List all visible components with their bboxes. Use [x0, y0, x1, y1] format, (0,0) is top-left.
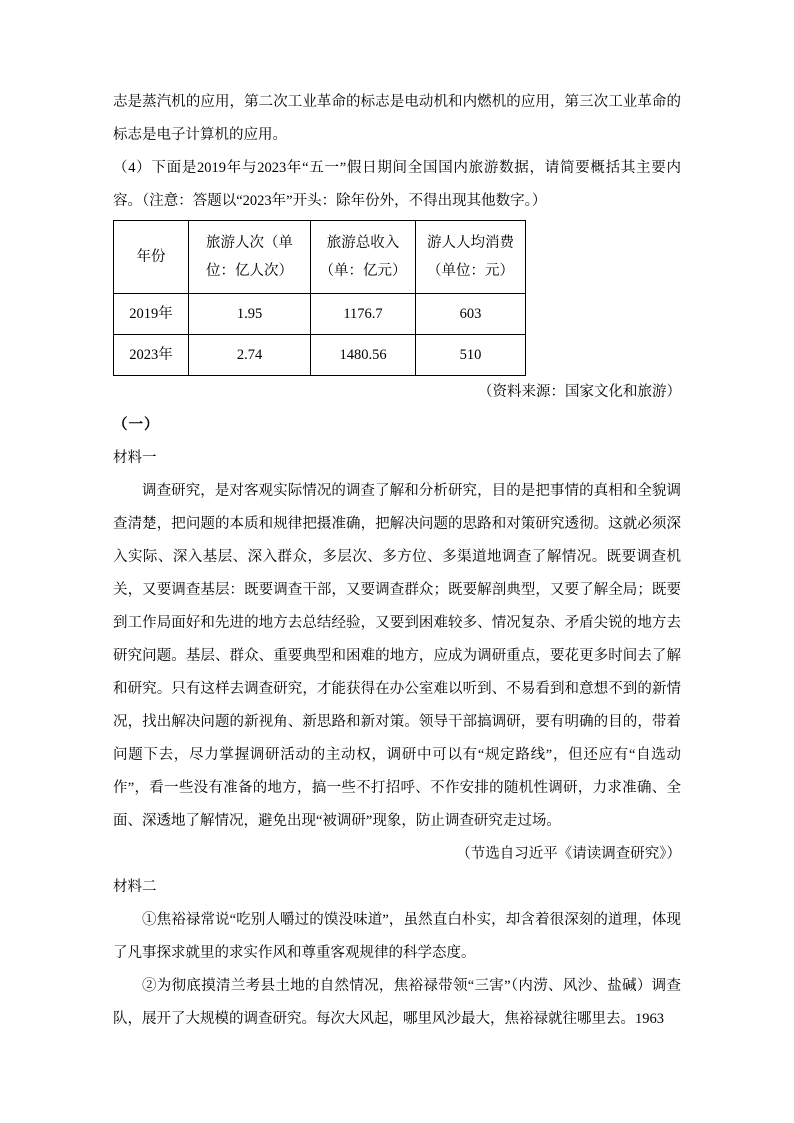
table-header-revenue: 旅游总收入（单：亿元） [311, 221, 416, 294]
material-one-paragraph: 调查研究，是对客观实际情况的调查了解和分析研究，目的是把事情的真相和全貌调查清楚，把问题的本质和规律把摄准确，把解决问题的思路和对策研究透彻。这就必须深入实际、深入基层、深入群众，多层次、多方位、多渠道地调查了解情况。既要调查机关，又要调查基层：既要调查干部，又要调查群众；既要解剖典型，又要了解全局；既要到工作局面好和先进的地方去总结经验，又要到困难较多、情况复杂、矛盾尖锐的地方去研究问题。基层、群众、重要典型和困难的地方，应成为调研重点，要花更多时间去了解和研究。只有这样去调查研究，才能获得在办公室难以听到、不易看到和意想不到的新情况，找出解决问题的新视角、新思路和新对策。领导干部搞调研，要有明确的目的，带着问题下去，尽力掌握调研活动的主动权，调研中可以有“规定路线”，但还应有“自选动作”，看一些没有准备的地方，搞一些不打招呼、不作安排的随机性调研，力求准确、全面、深透地了解情况，避免出现“被调研”现象，防止调查研究走过场。 [113, 483, 681, 829]
material-two-label: 材料二 [113, 879, 157, 895]
table-cell-visits: 2.74 [189, 335, 311, 376]
section-one-marker: （一） [113, 417, 160, 433]
material-two-paragraph-2: ②为彻底摸清兰考县土地的自然情况，焦裕禄带领“三害”（内涝、风沙、盐碱）调查队，展开了大规模的调查研究。每次大风起，哪里风沙最大，焦裕禄就往哪里去。1963 [113, 978, 681, 1027]
table-header-visits: 旅游人次（单位：亿人次） [189, 221, 311, 294]
table-cell-per-capita: 510 [416, 335, 526, 376]
table-cell-year: 2023年 [114, 335, 189, 376]
table-row-2023 [114, 335, 526, 376]
table-header-row [114, 221, 526, 294]
table-cell-revenue: 1480.56 [311, 335, 416, 376]
table-cell-per-capita: 603 [416, 294, 526, 335]
intro-continuation-paragraph: 志是蒸汽机的应用，第二次工业革命的标志是电动机和内燃机的应用，第三次工业革命的标志是电子计算机的应用。 [113, 94, 681, 143]
tourism-data-table [113, 220, 526, 376]
table-row-2019 [114, 294, 526, 335]
question-4-paragraph: （4）下面是2019年与2023年“五一”假日期间全国国内旅游数据，请简要概括其主要内容。（注意：答题以“2023年”开头：除年份外，不得出现其他数字。） [113, 160, 681, 209]
table-header-per-capita: 游人人均消费（单位：元） [416, 221, 526, 294]
table-cell-revenue: 1176.7 [311, 294, 416, 335]
material-one-label: 材料一 [113, 450, 157, 466]
material-one-attribution: （节选自习近平《请读调查研究》） [456, 846, 681, 862]
table-cell-visits: 1.95 [189, 294, 311, 335]
table-header-year: 年份 [114, 221, 189, 294]
table-cell-year: 2019年 [114, 294, 189, 335]
table-source-note: （资料来源：国家文化和旅游） [478, 384, 681, 400]
material-two-paragraph-1: ①焦裕禄常说“吃别人嚼过的馍没味道”，虽然直白朴实，却含着很深刻的道理，体现了凡事探求就里的求实作风和尊重客观规律的科学态度。 [113, 912, 681, 961]
